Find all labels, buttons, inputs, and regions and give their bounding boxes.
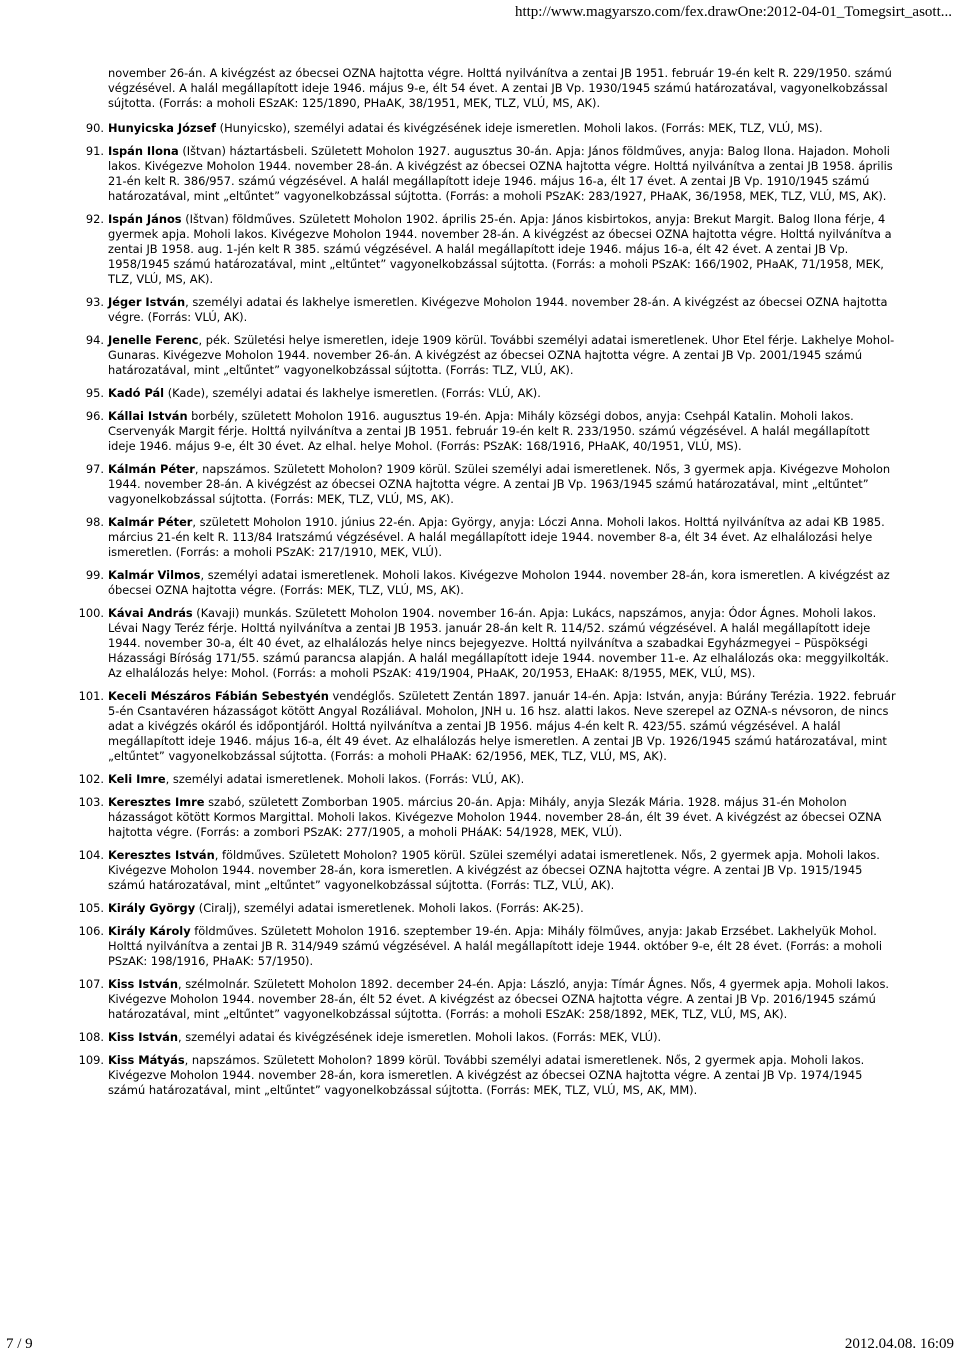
entry-text: , napszámos. Született Moholon? 1909 körül. Szülei személyi adai ismeretlenek. Nős, 3 gyermek apja. Kivégezve Moholon 1944. november 28-án. A kivégzést az óbecsei OZNA hajtotta végre. A zentai JB Vp. 1963/1945 számú határozatával, mint „eltűntet” vagyonelkobzással sújtotta. (Forrás: MEK, TLZ, VLÚ, MS, AK). [108,462,891,506]
entry-number: 103. [78,795,104,809]
list-item [78,1030,900,1045]
page-url: http://www.magyarszo.com/fex.drawOne:2012-04-01_Tomegsirt_asott... [514,4,952,20]
entry-name: Király Károly [108,924,191,938]
entry-number: 98. [85,515,104,529]
entry-text: (Kade), személyi adatai és lakhelye ismeretlen. (Forrás: VLÚ, AK). [164,386,541,400]
entry-number: 93. [85,295,104,309]
entry-name: Kalmár Péter [108,515,193,529]
entry-text: , földműves. Született Moholon? 1905 körül. Szülei személyi adatai ismeretlenek. Nős, 2 gyermek apja. Moholi lakos. Kivégezve Moholon 1944. november 28-án, kora ismeretlen. A kivégzést az óbecsei OZNA hajtotta végre. A zentai JB Vp. 1915/1945 számú határozatával, mint „eltűntet” vagyonelkobzással sújtotta. (Forrás: TLZ, VLÚ, AK). [108,848,880,892]
entry-name: Jéger István [108,295,186,309]
entry-name: Kiss István [108,977,178,991]
entry-name: Keli Imre [108,772,166,786]
entry-number: 94. [85,333,104,347]
list-item [85,568,900,598]
entry-number: 97. [85,462,104,476]
entry-name: Keresztes István [108,848,215,862]
entry-text: (Ciralj), személyi adatai ismeretlenek. Moholi lakos. (Forrás: AK-25). [195,901,584,915]
list-item [78,795,900,840]
entry-name: Jenelle Ferenc [108,333,199,347]
list-item [85,462,900,507]
entry-number: 91. [85,144,104,158]
list-item [85,212,900,287]
entry-name: Kállai István [108,409,188,423]
entry-text: szabó, született Zomborban 1905. március 20-án. Apja: Mihály, anyja Slezák Mária. 1928. május 31-én Moholon házasságot kötött Kormos Margittal. Moholi lakos. Kivégezve Moholon 1944. november 28-án, élt 39 évet. A kivégzést az óbecsei OZNA hajtotta végre. (Forrás: a zombori PSzAK: 277/1905, a moholi PHáAK: 54/1928, MEK, VLÚ). [108,795,882,839]
list-item [78,772,900,787]
list-item [78,977,900,1022]
entry-name: Kalmár Vilmos [108,568,201,582]
entry-text: , született Moholon 1910. június 22-én. Apja: György, anyja: Lóczi Anna. Moholi lakos. Holttá nyilvánítva az adai KB 1985. március 21-én kelt R. 113/84 Iratszámú végzésével. A halál megállapított ideje 1944. november 8-a, élt 34 évet. Az elhalálozási helye ismeretlen. (Forrás: a moholi PSzAK: 217/1910, MEK, VLÚ). [108,515,885,559]
entry-text: , pék. Születési helye ismeretlen, ideje 1909 körül. További személyi adatai ismeretlenek. Uhor Etel férje. Lakhelye Mohol-Gunaras. Kivégezve Moholon 1944. november 26-án. A kivégzést az óbecsei OZNA hajtotta végre. A zentai JB Vp. 2001/1945 számú határozatával, mint „eltűntet” vagyonelkobzással sújtotta. (Forrás: TLZ, VLÚ, AK). [108,333,895,377]
entry-name: Kiss Mátyás [108,1053,185,1067]
list-item [85,144,900,204]
list-item [85,409,900,454]
list-item [85,121,900,136]
page-number: 7 / 9 [6,1336,33,1352]
entry-text: , személyi adatai ismeretlenek. Moholi lakos. Kivégezve Moholon 1944. november 28-án, kora ismeretlen. A kivégzést az óbecsei OZNA hajtotta végre. (Forrás: MEK, TLZ, VLÚ, MS, AK). [108,568,890,597]
entry-name: Ispán János [108,212,182,226]
entry-number: 109. [78,1053,104,1067]
entry-number: 99. [85,568,104,582]
entry-name: Kávai András [108,606,193,620]
list-item [78,924,900,969]
list-item [78,606,900,681]
list-item [78,689,900,764]
entry-number: 105. [78,901,104,915]
entry-number: 107. [78,977,104,991]
entry-text: borbély, született Moholon 1916. augusztus 19-én. Apja: Mihály községi dobos, anyja: Csehpál Katalin. Moholi lakos. Cservenyák Margit férje. Holttá nyilvánítva a zentai JB 1951. február 19-én kelt R. 233/1950. számú végzésével. A halál megállapított ideje 1946. május 9-e, élt 30 évet. Az elhal. helye Mohol. (Forrás: PSzAK: 168/1916, PHaAK, 40/1951, VLÚ, MS). [108,409,870,453]
list-item [85,386,900,401]
entry-number: 92. [85,212,104,226]
entry-name: Keresztes Imre [108,795,205,809]
entry-number: 108. [78,1030,104,1044]
entry-text: , napszámos. Született Moholon? 1899 körül. További személyi adatai ismeretlenek. Nős, 2 gyermek apja. Moholi lakos. Kivégezve Moholon 1944. november 28-án, kora ismeretlen. A kivégzést az óbecsei OZNA hajtotta végre. A zentai JB Vp. 1974/1945 számú határozatával, mint „eltűntet” vagyonelkobzással sújtotta. (Forrás: MEK, TLZ, VLÚ, MS, AK, MM). [108,1053,865,1097]
entry-text: (Hunyicsko), személyi adatai és kivégzésének ideje ismeretlen. Moholi lakos. (Forrás: MEK, TLZ, VLÚ, MS). [216,121,823,135]
entry-name: Ispán Ilona [108,144,179,158]
entry-number: 104. [78,848,104,862]
entry-number: 95. [85,386,104,400]
list-item [85,515,900,560]
entry-text: , személyi adatai és kivégzésének ideje ismeretlen. Moholi lakos. (Forrás: MEK, VLÚ). [177,1030,662,1044]
list-item [78,848,900,893]
list-item [78,901,900,916]
entry-text: , személyi adatai és lakhelye ismeretlen. Kivégezve Moholon 1944. november 28-án. A kivégzést az óbecsei OZNA hajtotta végre. (Forrás: VLÚ, AK). [108,295,888,324]
entry-text: (Ištvan) háztartásbeli. Született Moholon 1927. augusztus 30-án. Apja: János földműves, anyja: Balog Ilona. Hajadon. Moholi lakos. Kivégezve Moholon 1944. november 28-án. A kivégzést az óbecsei OZNA hajtotta végre. Holttá nyilvánítva a zentai JB 1958. április 21-én kelt R. 386/957. számú végzésével. A halál megállapított ideje 1946. május 16-a, élt 17 évet. A zentai JB Vp. 1910/1945 számú határozatával, mint „eltűntet” vagyonelkobzással sújtotta. (Forrás: a moholi PSzAK: 283/1927, PHaAK, 36/1958, MEK, TLZ, VLÚ, MS, AK). [108,144,893,203]
entry-number: 90. [85,121,104,135]
intro-paragraph: november 26-án. A kivégzést az óbecsei OZNA hajtotta végre. Holttá nyilvánítva a zentai JB 1951. február 19-én kelt R. 229/1950. számú végzésével. A halál megállapított ideje 1946. május 9-e, élt 54 évet. A zentai JB Vp. 1930/1945 számú határozatával, vagyonelkobzással sújtotta. (Forrás: a moholi ESzAK: 125/1890, PHaAK, 38/1951, MEK, TLZ, VLÚ, MS, AK). [108,66,892,110]
entry-text: földműves. Született Moholon 1916. szeptember 19-én. Apja: Mihály fölműves, anyja: Jakab Erzsébet. Lakhelyük Mohol. Holttá nyilvánítva a zentai JB R. 314/949 számú végzésével. A halál megállapított ideje 1944. október 9-e, élt 28 évet. (Forrás: a moholi PSzAK: 198/1916, PHaAK: 57/1950). [108,924,883,968]
list-item [85,333,900,378]
entry-text: (Ištvan) földműves. Született Moholon 1902. április 25-én. Apja: János kisbirtokos, anyja: Brekut Margit. Balog Ilona férje, 4 gyermek apja. Moholi lakos. Kivégezve Moholon 1944. november 28-án. A kivégzést az óbecsei OZNA hajtotta végre. Holttá nyilvánítva a zentai JB 1958. aug. 1-jén kelt R 385. számú végzésével. A halál megállapított ideje 1946. május 16-a, élt 42 évet. A zentai JB Vp. 1958/1945 számú határozatával, mint „eltűntet” vagyonelkobzással sújtotta. (Forrás: a moholi PSzAK: 166/1902, PHaAK, 71/1958, MEK, TLZ, VLÚ, MS, AK). [108,212,892,286]
entry-name: Kadó Pál [108,386,165,400]
list-item [78,1053,900,1098]
entry-number: 96. [85,409,104,423]
entry-text: (Kavaji) munkás. Született Moholon 1904. november 16-án. Apja: Lukács, napszámos, anyja: Ódor Ágnes. Moholi lakos. Lévai Nagy Teréz férje. Holttá nyilvánítva a zentai JB 1953. január 28-án kelt R. 114/52. számú végzésével. A halál megállapított ideje 1944. november 30-a, élt 40 évet, az elhalálozás helye nincs bejegyezve. Holttá nyilvánítva a szabadkai Egyházmegyei – Püspökségi Házassági Bíróság 171/55. számú parancsa alapján. A halál megállapított ideje 1944. november 11-e. Az elhalálozás oka: meggyilkolták. Az elhalálozás helye: Mohol. (Forrás: a moholi PSzAK: 419/1904, PHaAK, 20/1953, EHaAK: 8/1955, MEK, VLÚ, MS). [108,606,889,680]
entry-name: Király György [108,901,196,915]
document-content [78,66,900,1106]
entry-name: Keceli Mészáros Fábián Sebestyén [108,689,329,703]
entry-text: vendéglős. Született Zentán 1897. január 14-én. Apja: István, anyja: Búrány Terézia. 1922. február 5-én Csantavéren házasságot kötött Angyal Rozáliával. Moholon, JNH u. 16 hsz. alatti lakos. Neve szerepel az OZNA-s névsoron, de nincs adat a kivégzés okáról és időpontjáról. Holttá nyilvánítva a zentai JB 1956. május 4-én kelt R. 423/55. számú végzésével. A halál megállapított ideje 1946. május 16-a, élt 49 évet. Az elhalálozás helye ismeretlen. A zentai JB Vp. 1926/1945 számú határozatával, mint „eltűntet” vagyonelkobzással sújtotta. (Forrás: a moholi PHaAK: 62/1956, MEK, TLZ, VLÚ, MS, AK). [108,689,896,763]
entry-name: Kiss István [108,1030,178,1044]
entry-text: , személyi adatai ismeretlenek. Moholi lakos. (Forrás: VLÚ, AK). [165,772,525,786]
print-datetime: 2012.04.08. 16:09 [844,1336,954,1352]
list-item [85,295,900,325]
entry-number: 100. [78,606,104,620]
entry-text: , szélmolnár. Született Moholon 1892. december 24-én. Apja: László, anyja: Tímár Ágnes. Nős, 4 gyermek apja. Moholi lakos. Kivégezve Moholon 1944. november 28-án, élt 52 évet. A kivégzést az óbecsei OZNA hajtotta végre. A zentai JB Vp. 2016/1945 számú határozatával, mint „eltűntet” vagyonelkobzással sújtotta. (Forrás: a moholi ESzAK: 258/1892, MEK, TLZ, VLÚ, MS, AK). [108,977,890,1021]
entry-number: 106. [78,924,104,938]
entry-number: 101. [78,689,104,703]
entry-number: 102. [78,772,104,786]
entry-name: Kálmán Péter [108,462,195,476]
entry-list [78,121,900,1098]
entry-name: Hunyicska József [108,121,216,135]
